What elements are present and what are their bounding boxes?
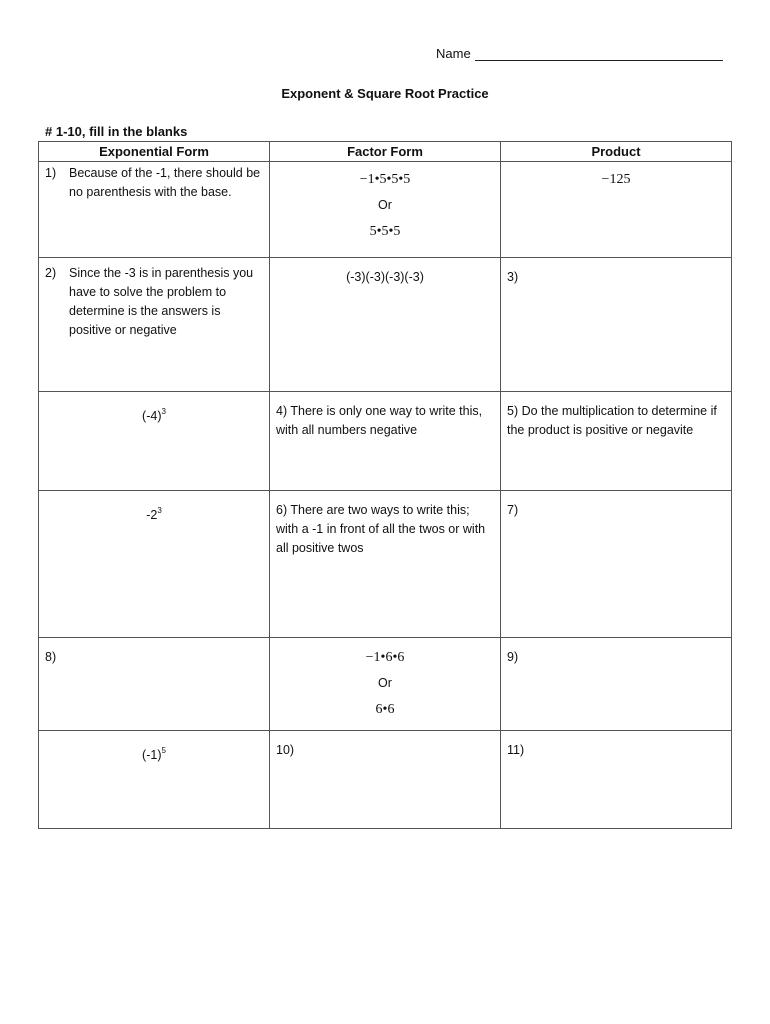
exponential-cell [39, 392, 270, 491]
name-field[interactable] [436, 46, 723, 61]
table-row [39, 258, 732, 392]
factor-cell[interactable] [270, 491, 501, 638]
product-text: 11) [507, 743, 525, 757]
factor-cell [270, 162, 501, 258]
exponent: 3 [161, 407, 166, 416]
exponential-cell [39, 162, 270, 258]
product-value: −125 [601, 172, 631, 187]
product-text: 7) [507, 503, 519, 517]
exponential-base: (-1) [142, 748, 162, 762]
factor-cell [270, 638, 501, 731]
column-header-exponential: Exponential Form [39, 142, 270, 162]
factor-text: 4) There is only one way to write this, with all numbers negative [276, 404, 483, 437]
product-cell[interactable] [501, 638, 732, 731]
exponential-cell [39, 258, 270, 392]
product-text: 5) Do the multiplication to determine if the product is positive or negavite [507, 404, 717, 437]
table-header-row [39, 142, 732, 162]
column-header-product: Product [501, 142, 732, 162]
exponential-cell[interactable] [39, 638, 270, 731]
or-text: Or [378, 198, 392, 212]
product-cell[interactable] [501, 258, 732, 392]
worksheet-table [38, 141, 732, 829]
exponential-cell [39, 731, 270, 829]
product-cell[interactable] [501, 731, 732, 829]
exponential-base: (-4) [142, 409, 162, 423]
factor-cell [270, 258, 501, 392]
product-text: 9) [507, 650, 519, 664]
column-header-factor: Factor Form [270, 142, 501, 162]
instructions: # 1-10, fill in the blanks [45, 124, 188, 139]
table-row [39, 731, 732, 829]
factor-text: 10) [276, 743, 295, 757]
exponent: 5 [161, 746, 166, 755]
product-cell[interactable] [501, 392, 732, 491]
table-row [39, 392, 732, 491]
exponent: 3 [157, 506, 162, 515]
exponential-base: -2 [146, 508, 158, 522]
factor-line: −1•5•5•5 [359, 172, 411, 187]
table-row [39, 638, 732, 731]
exponential-text: Since the -3 is in parenthesis you have to solve the problem to determine is the answers is positive or negative [69, 266, 254, 337]
item-number: 1) [45, 166, 57, 180]
or-text: Or [378, 676, 392, 690]
item-number: 2) [45, 266, 57, 280]
product-cell[interactable] [501, 491, 732, 638]
page-title: Exponent & Square Root Practice [281, 86, 489, 101]
item-number: 8) [45, 650, 57, 664]
factor-text: 6) There are two ways to write this; with a -1 in front of all the twos or with all positive twos [276, 503, 486, 555]
exponential-cell [39, 491, 270, 638]
table-row [39, 491, 732, 638]
exponential-text: Because of the -1, there should be no parenthesis with the base. [69, 166, 261, 199]
factor-cell[interactable] [270, 731, 501, 829]
product-cell[interactable] [501, 162, 732, 258]
factor-line: 5•5•5 [369, 224, 401, 239]
factor-value: (-3)(-3)(-3)(-3) [346, 270, 424, 284]
table-row [39, 162, 732, 258]
name-blank-line[interactable] [475, 46, 723, 61]
name-label: Name [436, 46, 471, 61]
factor-line: 6•6 [375, 702, 395, 717]
product-value: 3) [507, 270, 519, 284]
factor-cell[interactable] [270, 392, 501, 491]
factor-line: −1•6•6 [365, 650, 405, 665]
